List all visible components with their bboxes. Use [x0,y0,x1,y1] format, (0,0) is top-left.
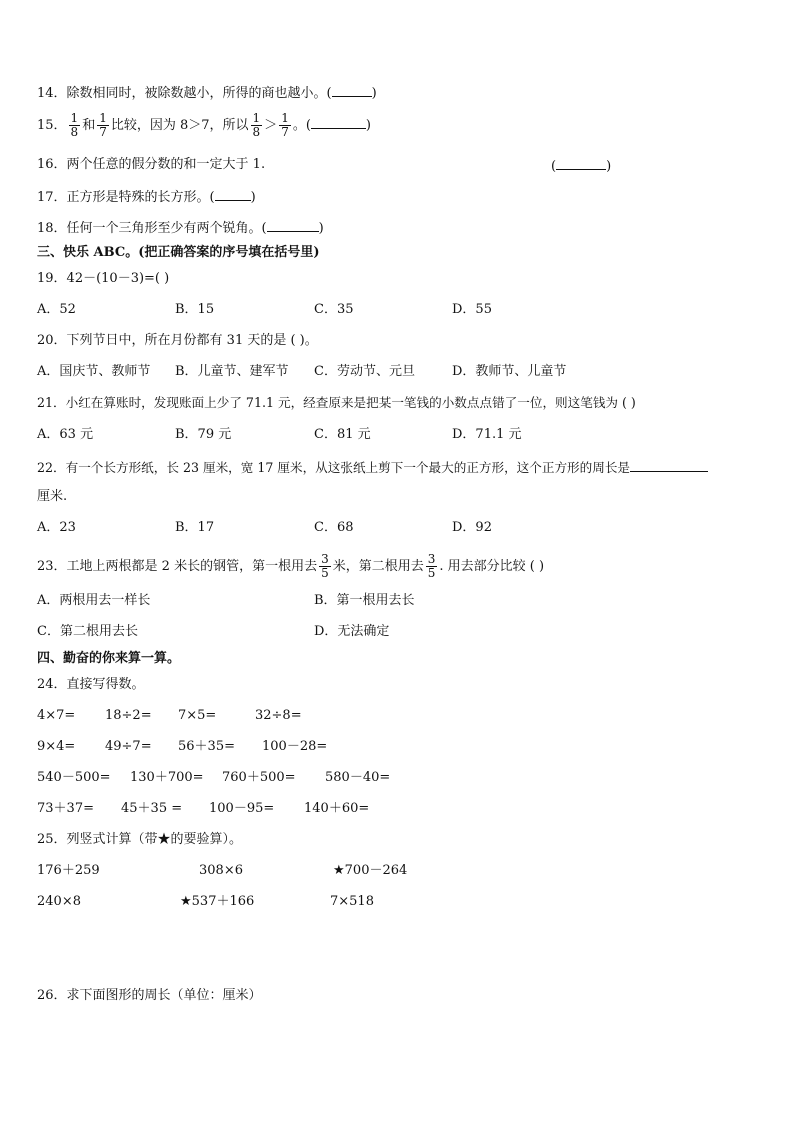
option-c[interactable]: C．劳动节、元旦 [314,364,415,379]
option-b[interactable]: B．第一根用去长 [314,593,415,608]
question-25: 25．列竖式计算（带★的要验算）。 [37,832,243,847]
calc-item: ★537＋166 [180,894,255,909]
calc-item: 56＋35= [178,739,235,754]
question-18: 18．任何一个三角形至少有两个锐角。( ) [37,218,324,238]
option-b[interactable]: B．15 [175,302,215,317]
calc-item: 100－28= [262,739,328,754]
question-23: 23．工地上两根都是 2 米长的钢管，第一根用去 $\frac{3}{5}$ 米，第二根用去 $\frac{3}{5}$ . 用去部分比较 ( ) [37,552,545,580]
question-22: 22．有一个长方形纸，长 23 厘米，宽 17 厘米，从这张纸上剪下一个最大的正方形，这个正方形的周长是 [37,458,708,477]
calc-item: 18÷2= [105,708,152,723]
fraction: $\frac{1}{7}$ [281,111,289,139]
calc-item: 130＋700= [130,770,204,785]
question-20: 20．下列节日中，所在月份都有 31 天的是 ( )。 [37,333,318,348]
calc-item: 580－40= [325,770,391,785]
option-d[interactable]: D．92 [452,520,492,535]
calc-item: 7×5= [178,708,217,723]
answer-blank[interactable] [630,458,708,472]
question-15: 15． $\frac{1}{8}$ 和 $\frac{1}{7}$ 比较，因为 8＞7，所以 $\frac{1}{8}$ ＞ $\frac{1}{7}$ 。( ) [37,111,371,139]
answer-blank[interactable] [556,156,606,170]
option-b[interactable]: B．17 [175,520,215,535]
option-b[interactable]: B．79 元 [175,427,232,442]
question-22-continued: 厘米. [37,489,68,504]
answer-blank[interactable] [332,83,372,97]
calc-item: 308×6 [199,863,243,878]
calc-item: 49÷7= [105,739,152,754]
calc-item: 540－500= [37,770,111,785]
calc-item: 760＋500= [222,770,296,785]
calc-item: 9×4= [37,739,76,754]
answer-blank[interactable] [311,115,366,129]
fraction: $\frac{1}{7}$ [99,111,107,139]
calc-item: 73＋37= [37,801,94,816]
question-16 [37,156,265,174]
option-d[interactable]: D．教师节、儿童节 [452,364,567,379]
question-14-text: 14．除数相同时，被除数越小，所得的商也越小。( [37,86,332,101]
fraction: $\frac{3}{5}$ [321,552,329,580]
calc-item: 176＋259 [37,863,100,878]
fraction: $\frac{1}{8}$ [252,111,261,139]
calc-item: 140＋60= [304,801,370,816]
answer-blank[interactable] [267,218,319,232]
section-4-heading: 四、勤奋的你来算一算。 [37,651,181,666]
calc-item: 240×8 [37,894,81,909]
question-14: 14．除数相同时，被除数越小，所得的商也越小。( ) [37,83,377,103]
question-16-text: 16．两个任意的假分数的和一定大于 1. [37,157,266,172]
fraction: $\frac{1}{8}$ [70,111,79,139]
question-17: 17．正方形是特殊的长方形。( ) [37,187,256,207]
question-21: 21．小红在算账时，发现账面上少了 71.1 元，经查原来是把某一笔钱的小数点点错了一位，则这笔钱为 ( ) [37,395,636,410]
calc-item: 7×518 [330,894,374,909]
calc-item: 100－95= [209,801,275,816]
question-16-answer: ( ) [551,156,611,176]
option-d[interactable]: D．55 [452,302,492,317]
option-a[interactable]: A．63 元 [37,427,94,442]
calc-item: 32÷8= [255,708,302,723]
section-3-heading: 三、快乐 ABC。(把正确答案的序号填在括号里) [37,245,320,260]
option-c[interactable]: C．81 元 [314,427,371,442]
question-24: 24．直接写得数。 [37,677,145,692]
option-c[interactable]: C．第二根用去长 [37,624,138,639]
fraction: $\frac{3}{5}$ [427,552,436,580]
answer-blank[interactable] [215,187,251,201]
option-b[interactable]: B．儿童节、建军节 [175,364,289,379]
question-26: 26．求下面图形的周长（单位：厘米） [37,988,262,1003]
option-a[interactable]: A．两根用去一样长 [37,593,151,608]
calc-item: 4×7= [37,708,76,723]
calc-item: 45＋35 = [121,801,183,816]
option-c[interactable]: C．35 [314,302,354,317]
question-19: 19．42－(10－3)=( ) [37,271,170,286]
option-d[interactable]: D．71.1 元 [452,427,522,442]
option-d[interactable]: D．无法确定 [314,624,390,639]
option-a[interactable]: A．23 [37,520,76,535]
option-a[interactable]: A．国庆节、教师节 [37,364,151,379]
option-c[interactable]: C．68 [314,520,354,535]
calc-item: ★700－264 [333,863,408,878]
option-a[interactable]: A．52 [37,302,76,317]
